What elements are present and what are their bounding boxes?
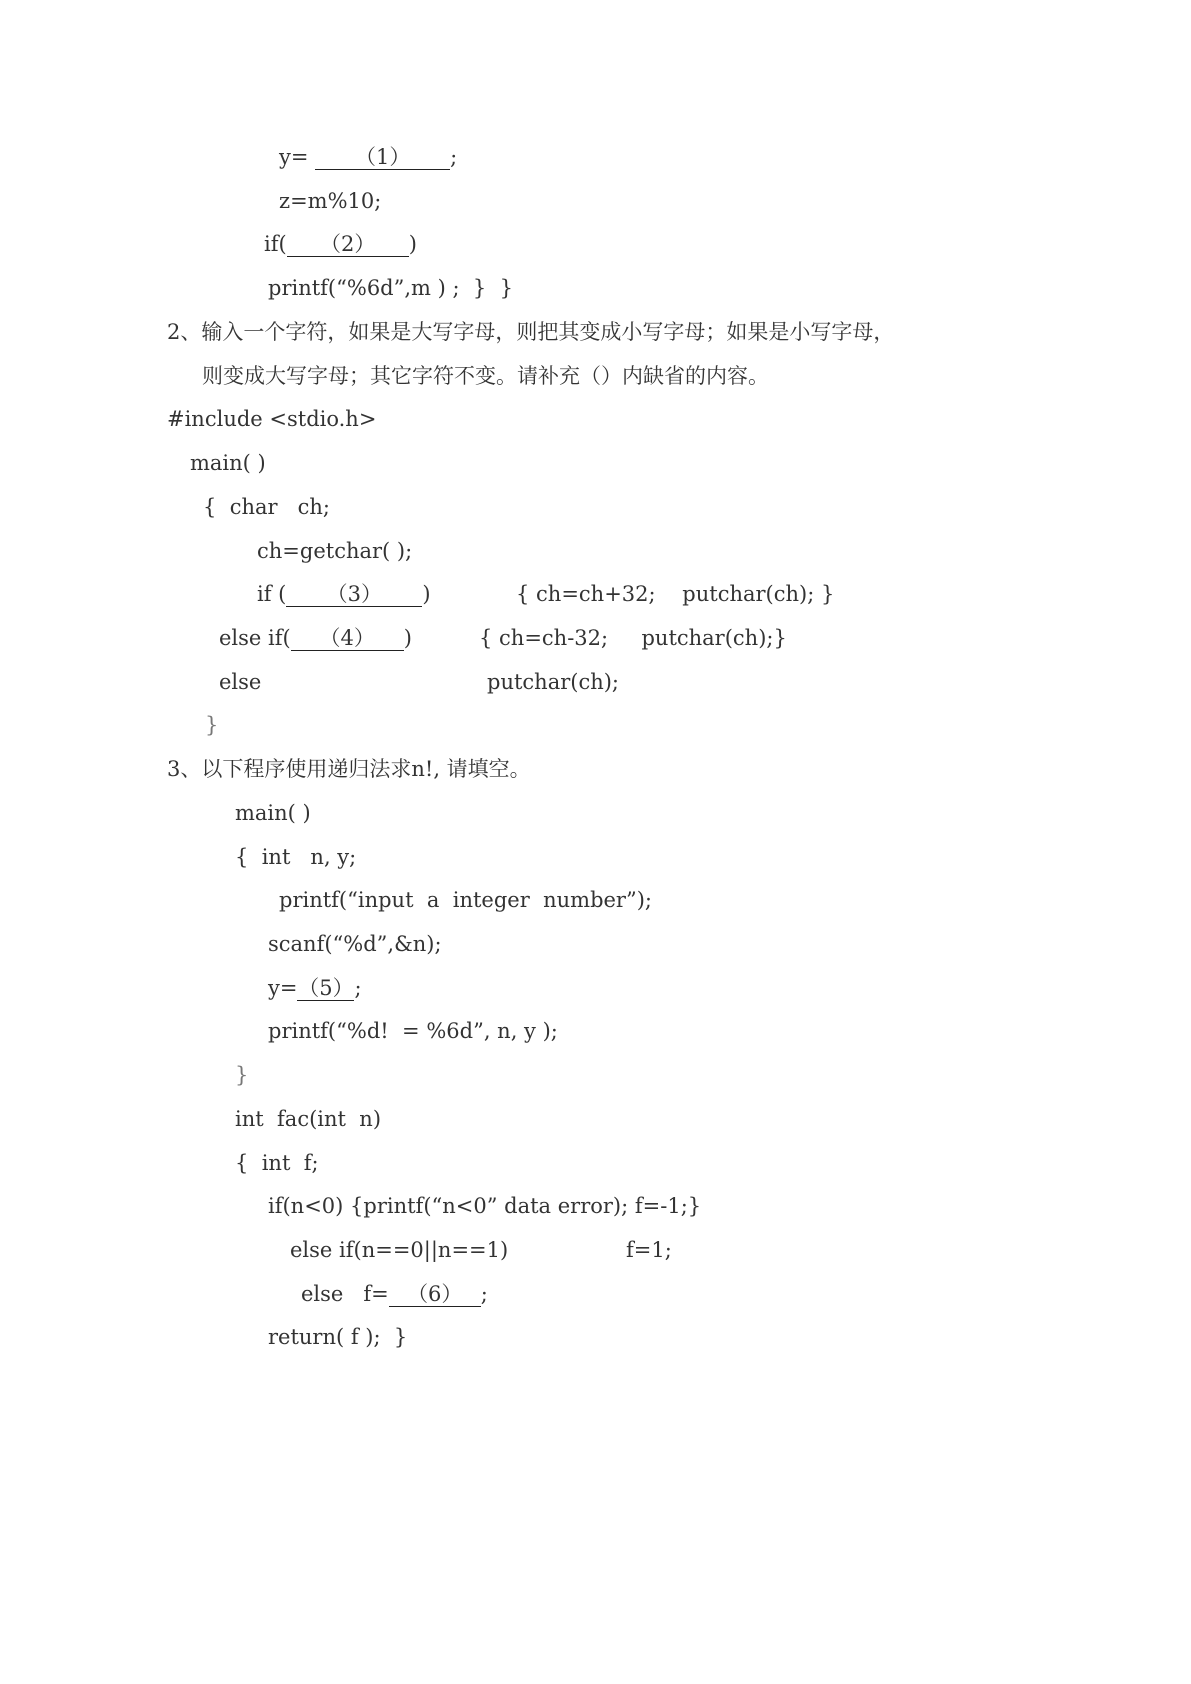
code-text: ) [403, 626, 412, 650]
code-line-printf: printf(“%6d”,m ) ; } } [268, 276, 513, 300]
code-line-else-6 [301, 1280, 488, 1308]
code-line-printf-input: printf(“input a integer number”); [279, 888, 652, 912]
code-line-main: main( ) [190, 451, 266, 475]
code-line-return: return( f ); } [268, 1325, 408, 1349]
code-line-fac-signature: int fac(int n) [235, 1107, 382, 1131]
code-line-close-main: } [235, 1063, 249, 1087]
code-text: ) [408, 232, 417, 256]
code-line-printf-result: printf(“%d! = %6d”, n, y ); [268, 1019, 558, 1043]
code-line-include: #include <stdio.h> [167, 407, 377, 431]
code-line-main: main( ) [235, 801, 311, 825]
code-line-y-assign [279, 143, 457, 171]
question-2-line-1: 2、输入一个字符，如果是大写字母，则把其变成小写字母；如果是小写字母， [167, 320, 895, 344]
question-3: 3、以下程序使用递归法求n!, 请填空。 [167, 757, 531, 781]
code-text: if ( [257, 582, 287, 606]
question-2-line-2: 则变成大写字母；其它字符不变。请补充（）内缺省的内容。 [202, 364, 769, 388]
code-text: ) [422, 582, 431, 606]
code-line-if-3-body: { ch=ch+32; putchar(ch); } [516, 582, 835, 606]
code-line-else: else [219, 670, 262, 694]
code-line-if-3 [257, 580, 431, 608]
code-line-elseif-4 [219, 624, 412, 652]
code-line-scanf: scanf(“%d”,&n); [268, 932, 442, 956]
blank-5: （5） [298, 976, 354, 1000]
code-line-else-body: putchar(ch); [487, 670, 619, 694]
code-text: if( [264, 232, 287, 256]
code-line-decl: { char ch; [203, 495, 330, 519]
code-text: y= [268, 976, 298, 1000]
code-line-z-assign: z=m%10; [279, 189, 382, 213]
code-text: y= [279, 145, 316, 169]
code-text: else if( [219, 626, 291, 650]
code-line-y-assign-5 [268, 974, 362, 1002]
code-line-elseif-4-body: { ch=ch-32; putchar(ch);} [479, 626, 787, 650]
code-line-if [264, 230, 417, 258]
code-line-elseif-body: f=1; [626, 1238, 672, 1262]
code-text: ; [480, 1282, 488, 1306]
code-line-getchar: ch=getchar( ); [257, 539, 413, 563]
code-line-if-neg: if(n<0) {printf(“n<0” data error); f=-1;} [268, 1194, 702, 1218]
code-text: ; [450, 145, 458, 169]
blank-3: （3） [286, 580, 422, 608]
blank-6: （6） [389, 1280, 481, 1308]
code-line-elseif: else if(n==0||n==1) [290, 1238, 509, 1262]
blank-2: （2） [287, 230, 409, 258]
blank-1: （1） [315, 143, 450, 171]
code-line-fac-decl: { int f; [235, 1151, 319, 1175]
code-text: ; [354, 976, 362, 1000]
code-line-decl: { int n, y; [235, 845, 357, 869]
code-line-close-brace: } [205, 713, 219, 737]
blank-4: （4） [291, 624, 404, 652]
code-text: else f= [301, 1282, 389, 1306]
